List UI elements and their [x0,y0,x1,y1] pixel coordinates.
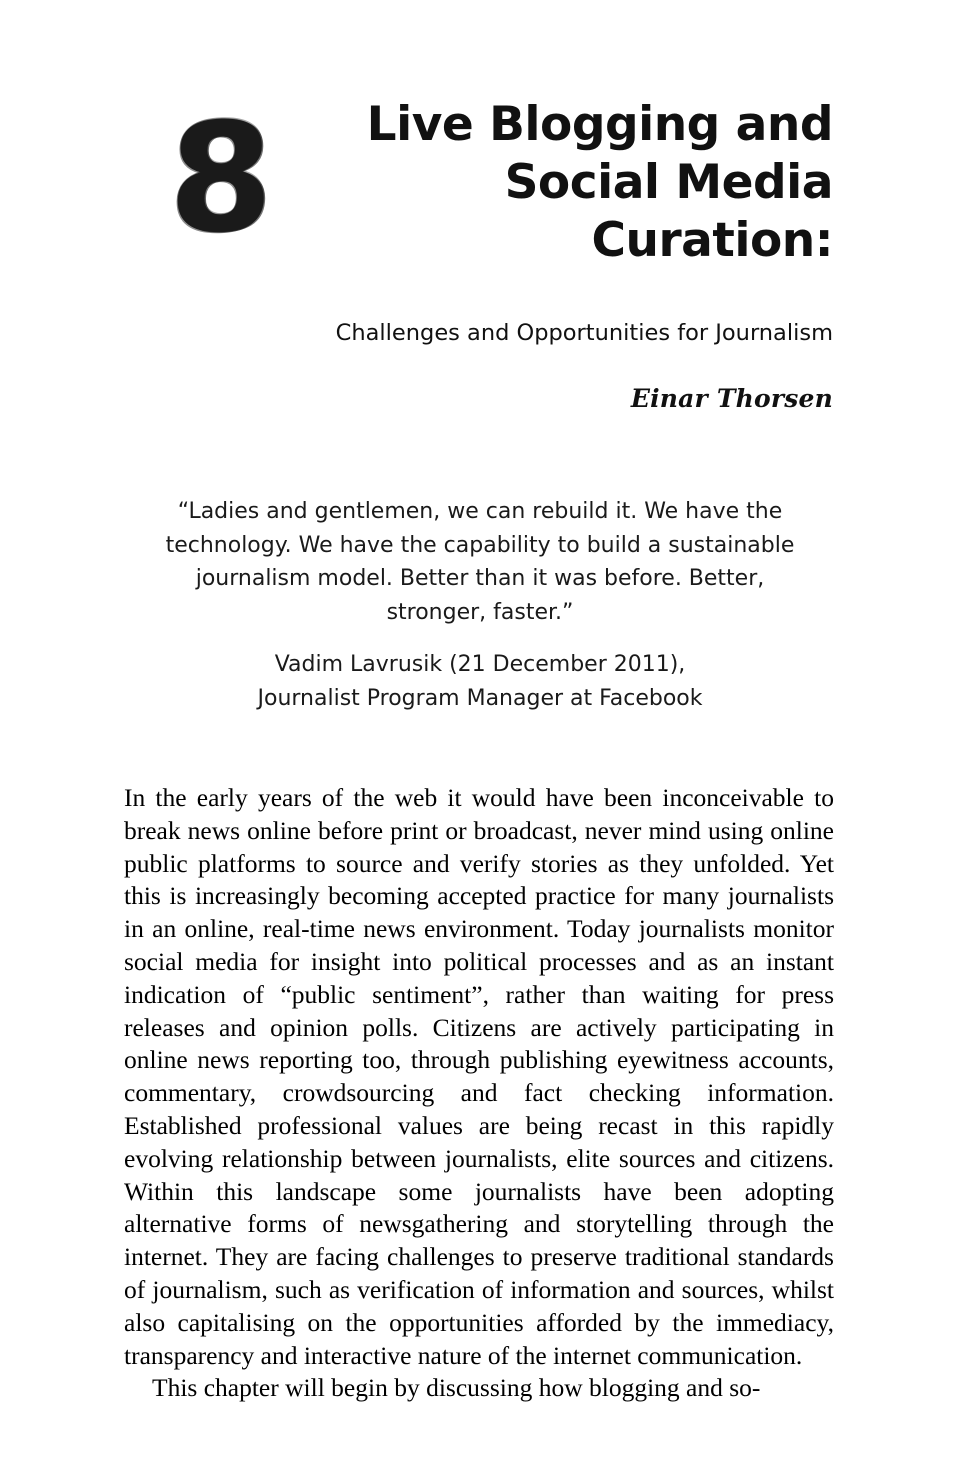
body-paragraph: In the early years of the web it would have been inconceivable to break news online before print or broadcast, never mind using online public platforms to source and verify stories as they unfolded. Yet this is increasingly becoming accepted practice for many journalists in an online, real-time news environment. Today journalists monitor social media for insight into political processes and as an instant indication of “public sentiment”, rather than waiting for press releases and opinion polls. Citizens are actively participating in online news reporting too, through publishing eyewitness accounts, commentary, crowdsourcing and fact checking information. Established professional values are being recast in this rapidly evolving relationship between journalists, elite sources and citizens. Within this landscape some journalists have been adopting alternative forms of newsgathering and storytelling through the internet. They are facing challenges to preserve traditional standards of journalism, such as verification of information and sources, whilst also capitalising on the opportunities afforded by the immediacy, transparency and interactive nature of the internet communication. [124,783,834,1370]
page-title [273,96,833,270]
chapter-title-line-3: Curation: [591,213,833,268]
epigraph-quote: “Ladies and gentlemen, we can rebuild it. We have the technology. We have the capability to build a sustainable journalism model. Better than it was before. Better, stronger, faster.” [165,499,795,625]
epigraph-attribution-line-1: Vadim Lavrusik (21 December 2011), [274,652,686,677]
epigraph-attribution [160,648,800,715]
chapter-title-line-2: Social Media [504,155,833,210]
chapter-heading [0,90,958,413]
epigraph-attribution-line-2: Journalist Program Manager at Facebook [257,685,703,711]
body-text [124,782,834,1405]
chapter-subtitle: Challenges and Opportunities for Journalism [335,320,833,346]
chapter-author: Einar Thorsen [630,384,833,413]
chapter-title-line-1: Live Blogging and [366,97,833,152]
chapter-number: 8 [168,90,272,268]
body-paragraph: This chapter will begin by discussing how blogging and so- [152,1373,761,1403]
